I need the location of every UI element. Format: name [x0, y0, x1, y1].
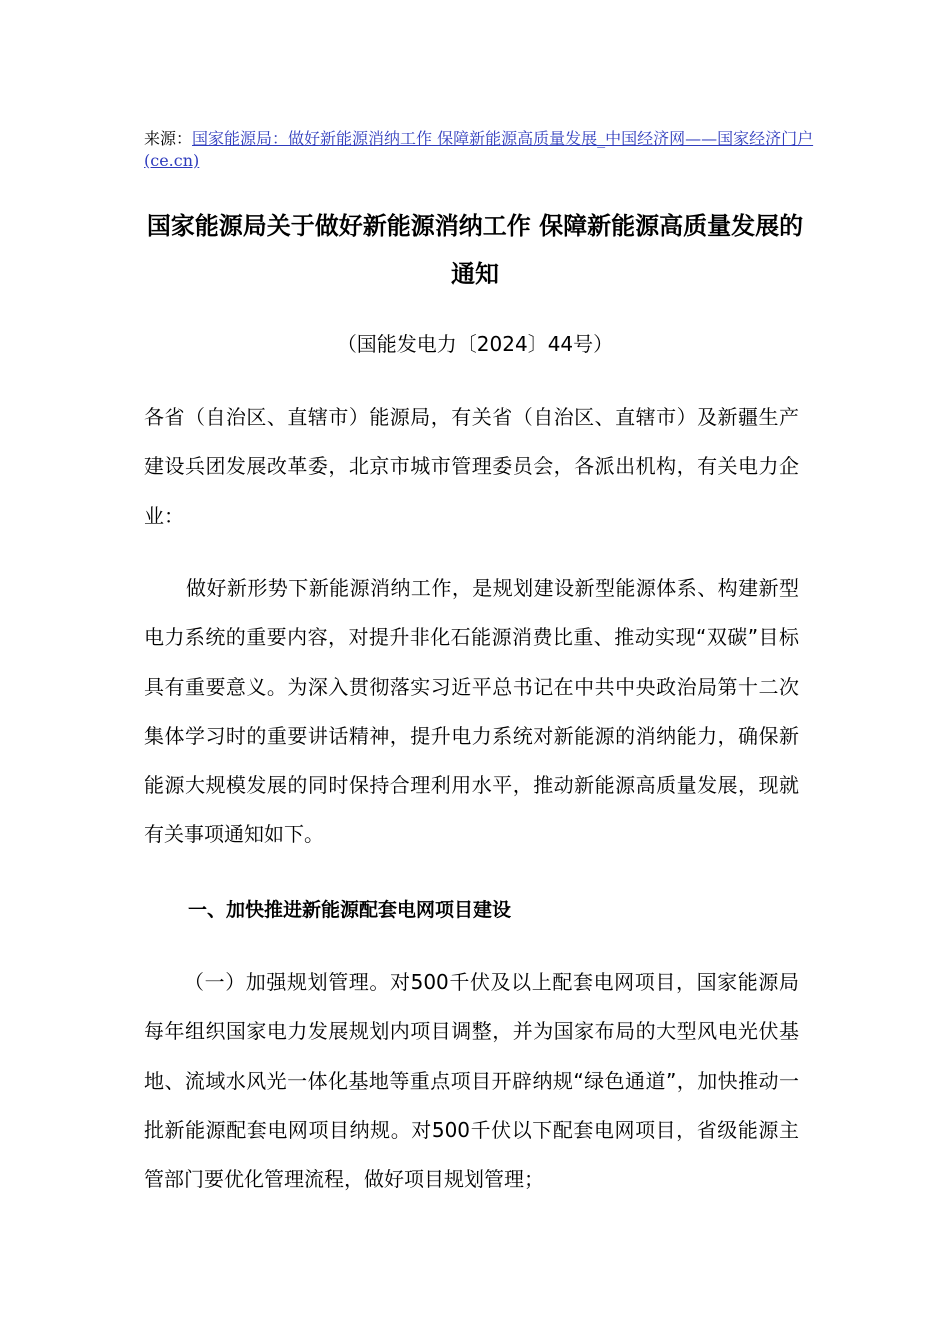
- salutation-paragraph: 各省（自治区、直辖市）能源局，有关省（自治区、直辖市）及新疆生产建设兵团发展改革委，北京市城市管理委员会，各派出机构，有关电力企业：: [144, 405, 799, 528]
- item-paragraph: （一）加强规划管理。对500千伏及以上配套电网项目，国家能源局每年组织国家电力发展规划内项目调整，并为国家布局的大型风电光伏基地、流域水风光一体化基地等重点项目开辟纳规“绿色通道”，加快推动一批新能源配套电网项目纳规。对500千伏以下配套电网项目，省级能源主管部门要优化管理流程，做好项目规划管理；: [144, 970, 799, 1192]
- source-link[interactable]: 国家能源局：做好新能源消纳工作 保障新能源高质量发展_中国经济网——国家经济门户 (ce.cn): [144, 129, 814, 170]
- document-number: （国能发电力〔2024〕44号）: [336, 332, 614, 356]
- intro-paragraph: 做好新形势下新能源消纳工作，是规划建设新型能源体系、构建新型电力系统的重要内容，对提升非化石能源消费比重、推动实现“双碳”目标具有重要意义。为深入贯彻落实习近平总书记在中共中央政治局第十二次集体学习时的重要讲话精神，提升电力系统对新能源的消纳能力，确保新能源大规模发展的同时保持合理利用水平，推动新能源高质量发展，现就有关事项通知如下。: [144, 576, 799, 847]
- section-heading: 一、加快推进新能源配套电网项目建设: [188, 899, 512, 921]
- document-title: 国家能源局关于做好新能源消纳工作 保障新能源高质量发展的通知: [146, 212, 804, 288]
- source-line: [144, 128, 814, 172]
- source-prefix: 来源：: [144, 129, 193, 148]
